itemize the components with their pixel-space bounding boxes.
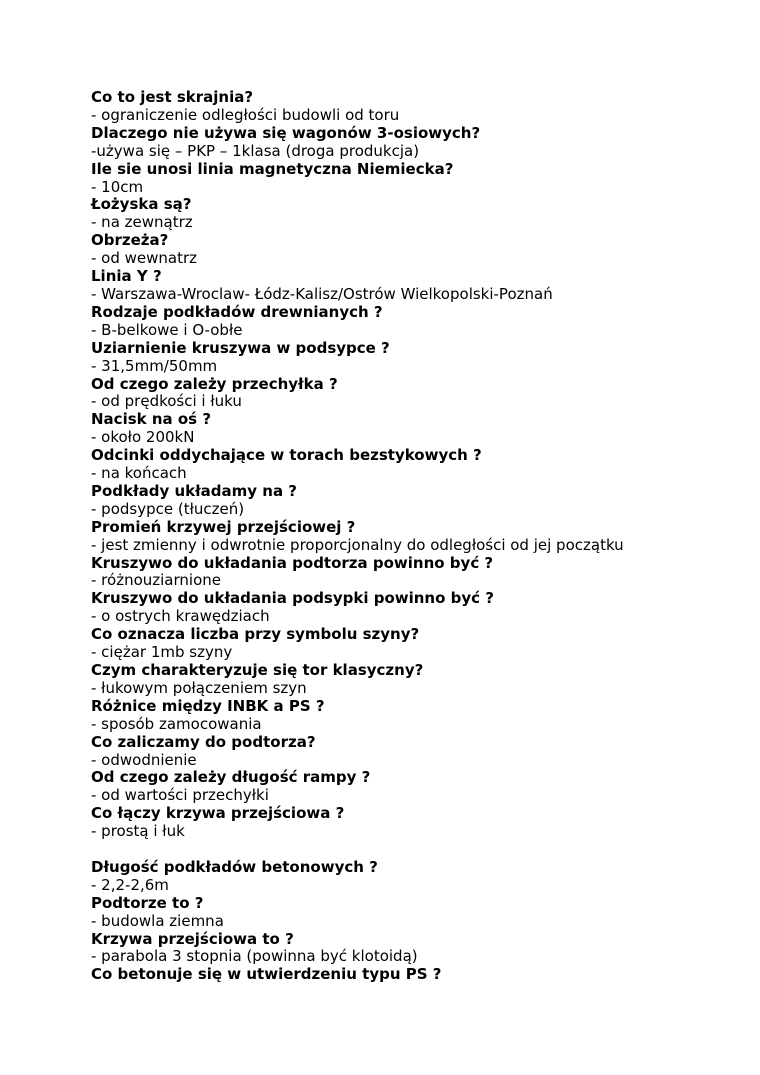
question: Nacisk na oś ?: [91, 410, 212, 429]
answer: - budowla ziemna: [91, 911, 224, 930]
qa-item-1: [91, 89, 751, 125]
question: Różnice między INBK a PS ?: [91, 696, 325, 715]
question: Rodzaje podkładów drewnianych ?: [91, 302, 383, 321]
qa-item-22: [91, 859, 751, 895]
qa-item-3: [91, 161, 751, 197]
qa-item-12: [91, 483, 751, 519]
qa-item-24: [91, 931, 751, 967]
blank-line: [91, 841, 751, 859]
qa-item-2: [91, 125, 751, 161]
answer: - od prędkości i łuku: [91, 392, 242, 411]
answer: - B-belkowe i O-obłe: [91, 320, 243, 339]
question: Czym charakteryzuje się tor klasyczny?: [91, 661, 424, 679]
question: Krzywa przejściowa to ?: [91, 929, 294, 948]
qa-item-4: [91, 196, 751, 232]
qa-item-5: [91, 232, 751, 268]
question: Co to jest skrajnia?: [91, 88, 254, 106]
question: Co oznacza liczba przy symbolu szyny?: [91, 625, 420, 644]
question: Odcinki oddychające w torach bezstykowych ?: [91, 446, 482, 465]
answer: - Warszawa-Wroclaw- Łódz-Kalisz/Ostrów Wielkopolski-Poznań: [91, 284, 553, 303]
question: Długość podkładów betonowych ?: [91, 857, 378, 876]
question: Co zaliczamy do podtorza?: [91, 732, 316, 751]
question: Podtorze to ?: [91, 893, 204, 912]
question: Obrzeża?: [91, 231, 169, 250]
answer: - na końcach: [91, 464, 187, 483]
answer: - prostą i łuk: [91, 822, 185, 841]
answer: - jest zmienny i odwrotnie proporcjonalny do odległości od jej początku: [91, 535, 624, 554]
qa-item-13: [91, 519, 751, 555]
qa-item-15: [91, 590, 751, 626]
question: Od czego zależy przechyłka ?: [91, 374, 338, 393]
qa-item-8: [91, 340, 751, 376]
qa-item-11: [91, 447, 751, 483]
question: Promień krzywej przejściowej ?: [91, 517, 356, 536]
question: Kruszywo do układania podsypki powinno być ?: [91, 589, 494, 608]
question: Linia Y ?: [91, 267, 162, 286]
question: Ile sie unosi linia magnetyczna Niemiecka?: [91, 159, 454, 178]
qa-item-18: [91, 698, 751, 734]
document-page: [91, 89, 751, 984]
question: Co łączy krzywa przejściowa ?: [91, 804, 345, 823]
question: Dlaczego nie używa się wagonów 3-osiowych?: [91, 123, 481, 142]
answer: - około 200kN: [91, 428, 195, 447]
question: Co betonuje się w utwierdzeniu typu PS ?: [91, 965, 442, 984]
answer: - sposób zamocowania: [91, 714, 262, 733]
answer: - różnouziarnione: [91, 571, 221, 590]
question: Podkłady układamy na ?: [91, 481, 297, 500]
answer: - odwodnienie: [91, 750, 197, 769]
qa-item-6: [91, 268, 751, 304]
answer: - na zewnątrz: [91, 213, 193, 232]
answer: - od wartości przechyłki: [91, 786, 269, 805]
qa-item-7: [91, 304, 751, 340]
qa-item-21: [91, 805, 751, 841]
answer: - o ostrych krawędziach: [91, 607, 270, 626]
qa-item-10: [91, 411, 751, 447]
question: Od czego zależy długość rampy ?: [91, 768, 371, 787]
answer: - od wewnatrz: [91, 249, 198, 268]
answer: - ograniczenie odległości budowli od toru: [91, 105, 400, 124]
answer: - łukowym połączeniem szyn: [91, 678, 307, 697]
qa-item-9: [91, 376, 751, 412]
qa-item-16: [91, 626, 751, 662]
qa-item-23: [91, 895, 751, 931]
qa-item-14: [91, 555, 751, 591]
question: Kruszywo do układania podtorza powinno być ?: [91, 553, 494, 572]
qa-item-20: [91, 769, 751, 805]
answer: - parabola 3 stopnia (powinna być klotoidą): [91, 947, 418, 966]
question: Uziarnienie kruszywa w podsypce ?: [91, 338, 390, 357]
answer: - 10cm: [91, 177, 144, 196]
question: Łożyska są?: [91, 195, 192, 214]
qa-item-17: [91, 662, 751, 698]
answer: - podsypce (tłuczeń): [91, 499, 245, 518]
qa-item-19: [91, 734, 751, 770]
qa-item-25: [91, 966, 751, 984]
answer: - 2,2-2,6m: [91, 875, 169, 894]
answer: - 31,5mm/50mm: [91, 356, 218, 375]
answer: - ciężar 1mb szyny: [91, 643, 233, 662]
answer: -używa się – PKP – 1klasa (droga produkcja): [91, 141, 420, 160]
